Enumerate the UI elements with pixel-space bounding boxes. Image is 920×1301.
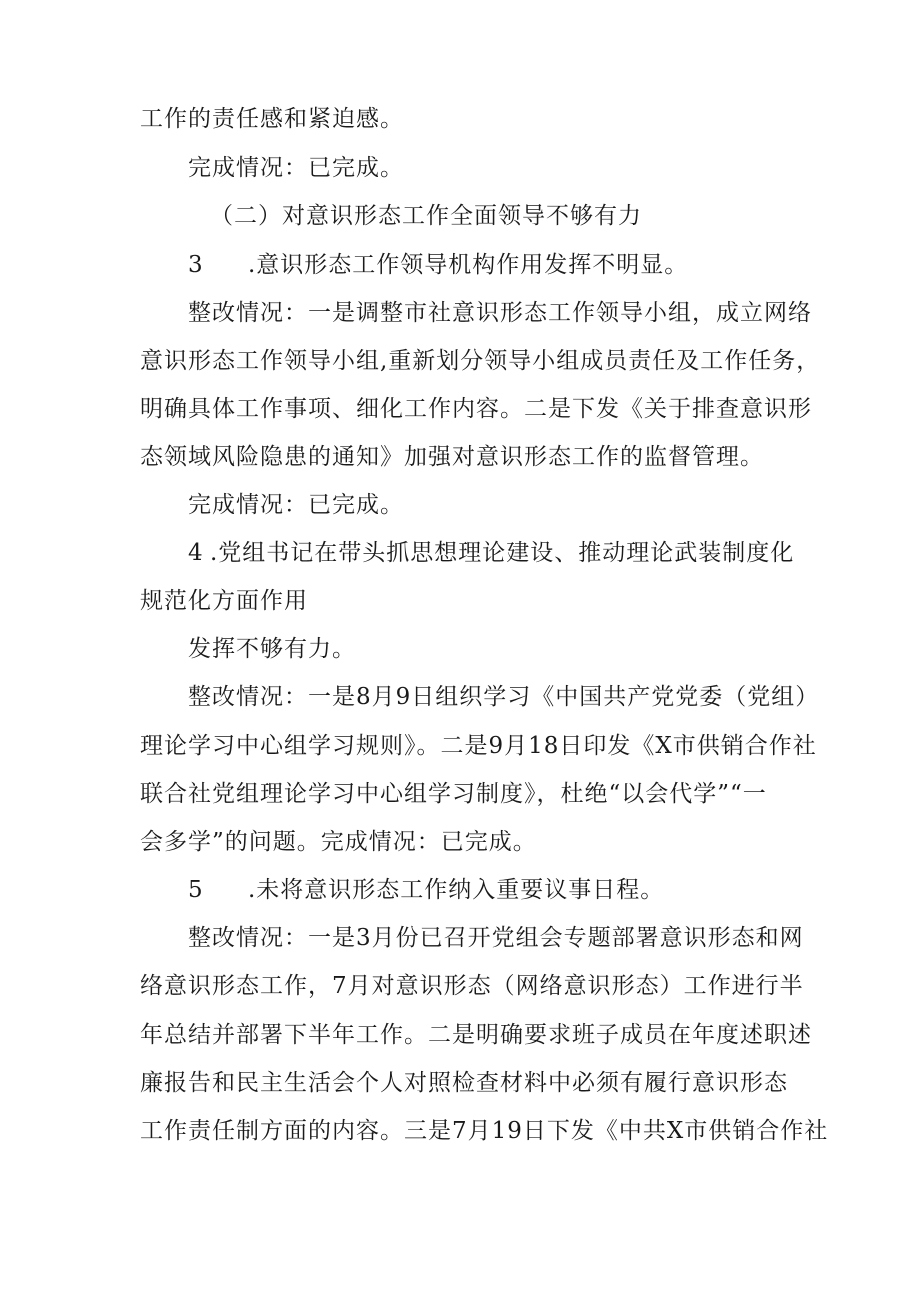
item-heading-5 [188,875,664,905]
completion-status: 完成情况：已完成。 [188,155,404,181]
item-heading-3 [188,250,688,280]
paragraph-line: 整改情况：一是调整市社意识形态工作领导小组，成立网络 [188,300,812,326]
paragraph-line: 工作责任制方面的内容。三是7月19日下发《中共X市供销合作社 [140,1118,829,1144]
section-heading: （二）对意识形态工作全面领导不够有力 [210,203,642,229]
paragraph-line: 态领域风险隐患的通知》加强对意识形态工作的监督管理。 [140,444,764,470]
paragraph-line: 整改情况：一是3月份已召开党组会专题部署意识形态和网 [188,925,804,951]
paragraph-line: 理论学习中心组学习规则》。二是9月18日印发《X市供销合作社 [140,733,817,759]
paragraph-line: 意识形态工作领导小组,重新划分领导小组成员责任及工作任务， [140,348,821,374]
paragraph-line: 联合社党组理论学习中心组学习制度》，杜绝“以会代学”“一 [140,781,767,807]
item-number: 4 [188,540,204,566]
item-title: .党组书记在带头抓思想理论建设、推动理论武装制度化 [210,540,795,566]
paragraph-line: 明确具体工作事项、细化工作内容。二是下发《关于排查意识形 [140,396,812,422]
paragraph-line: 发挥不够有力。 [188,636,356,662]
paragraph-line: 工作的责任感和紧迫感。 [140,106,404,132]
item-title: .未将意识形态工作纳入重要议事日程。 [248,877,665,903]
item-heading-4 [188,538,794,568]
paragraph-line: 络意识形态工作，7月对意识形态（网络意识形态）工作进行半 [140,973,804,999]
paragraph-line: 会多学”的问题。完成情况：已完成。 [140,829,537,855]
item-number: 3 [188,252,204,278]
paragraph-line: 年总结并部署下半年工作。二是明确要求班子成员在年度述职述 [140,1022,812,1048]
paragraph-line: 规范化方面作用 [140,588,308,614]
item-number: 5 [188,877,204,903]
item-title: .意识形态工作领导机构作用发挥不明显。 [248,252,689,278]
completion-status: 完成情况：已完成。 [188,492,404,518]
paragraph-line: 廉报告和民主生活会个人对照检查材料中必须有履行意识形态 [140,1070,788,1096]
paragraph-line: 整改情况：一是8月9日组织学习《中国共产党党委（党组） [188,684,820,710]
